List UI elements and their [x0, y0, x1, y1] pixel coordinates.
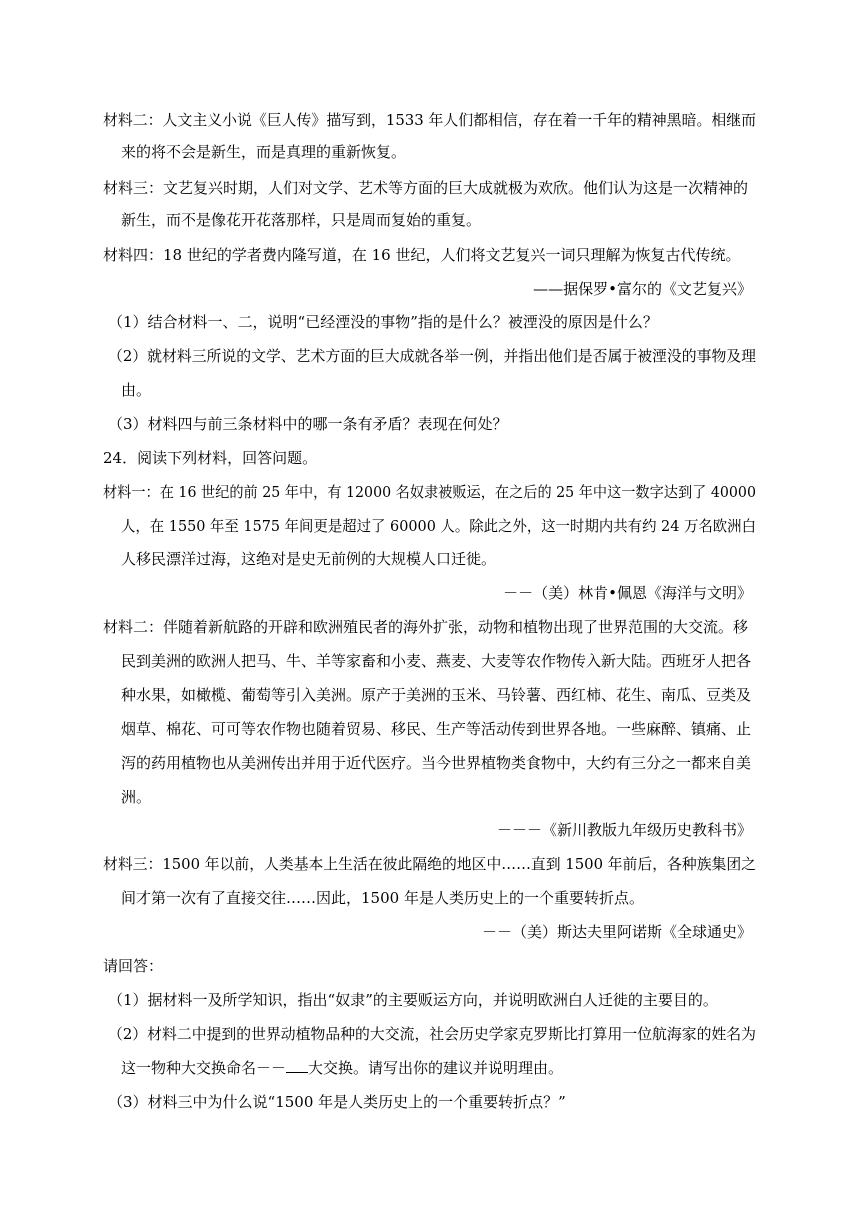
q24-material-2-line-6: 洲。 [121, 788, 152, 806]
q24-material-2-line-4: 烟草、棉花、可可等农作物也随着贸易、移民、生产等活动传到世界各地。一些麻醉、镇痛、止 [121, 720, 752, 738]
answer-blank[interactable] [286, 1058, 308, 1073]
q24-material-2-line-1: 材料二：伴随着新航路的开辟和欧洲殖民者的海外扩张，动物和植物出现了世界范围的大交流。移 [103, 618, 749, 636]
material-4-line-1: 材料四：18 世纪的学者费内隆写道，在 16 世纪，人们将文艺复兴一词只理解为恢复古代传统。 [103, 246, 741, 264]
question-24-heading: 24．阅读下列材料，回答问题。 [103, 449, 318, 467]
q24-material-2-line-3: 种水果，如橄榄、葡萄等引入美洲。原产于美洲的玉米、马铃薯、西红柿、花生、南瓜、豆类及 [121, 686, 752, 704]
q24-material-3-source: －－（美）斯达夫里阿诺斯《全球通史》 [481, 923, 752, 941]
q24-material-2-line-2: 民到美洲的欧洲人把马、牛、羊等家畜和小麦、燕麦、大麦等农作物传入新大陆。西班牙人把各 [121, 652, 752, 670]
material-3-line-2: 新生，而不是像花开花落那样，只是周而复始的重复。 [121, 211, 482, 229]
question-24-3: （3）材料三中为什么说“1500 年是人类历史上的一个重要转折点？” [108, 1093, 566, 1111]
question-23-1: （1）结合材料一、二，说明“已经湮没的事物”指的是什么？被湮没的原因是什么？ [108, 313, 658, 331]
q24-material-3-line-1: 材料三：1500 年以前，人类基本上生活在彼此隔绝的地区中……直到 1500 年前后，各种族集团之 [103, 855, 756, 873]
q24-material-1-line-2: 人，在 1550 年至 1575 年间更是超过了 60000 人。除此之外，这一时期内共有约 24 万名欧洲白 [121, 517, 756, 535]
q24-material-1-line-1: 材料一：在 16 世纪的前 25 年中，有 12000 名奴隶被贩运，在之后的 25 年中这一数字达到了 40000 [103, 483, 756, 501]
question-24-1: （1）据材料一及所学知识，指出“奴隶”的主要贩运方向，并说明欧洲白人迁徙的主要目的。 [108, 991, 718, 1009]
question-24-2-text-before-blank: 这一物种大交换命名－－ [121, 1059, 287, 1077]
q24-material-2-line-5: 泻的药用植物也从美洲传出并用于近代医疗。当今世界植物类食物中，大约有三分之一都来自美 [121, 754, 752, 772]
question-23-2-line-1: （2）就材料三所说的文学、艺术方面的巨大成就各举一例，并指出他们是否属于被湮没的事物及理 [108, 347, 757, 365]
q24-material-3-line-2: 间才第一次有了直接交往……因此，1500 年是人类历史上的一个重要转折点。 [121, 889, 644, 907]
material-3-line-1: 材料三：文艺复兴时期，人们对文学、艺术等方面的巨大成就极为欢欣。他们认为这是一次精神的 [103, 179, 749, 197]
question-23-2-line-2: 由。 [121, 381, 152, 399]
q24-material-2-source: －－－《新川教版九年级历史教科书》 [496, 821, 752, 839]
material-2-line-2: 来的将不会是新生，而是真理的重新恢复。 [121, 143, 407, 161]
material-4-source: ——据保罗•富尔的《文艺复兴》 [533, 280, 752, 298]
q24-material-1-line-3: 人移民漂洋过海，这绝对是史无前例的大规模人口迁徙。 [121, 550, 497, 568]
question-24-2-line-1: （2）材料二中提到的世界动植物品种的大交流，社会历史学家克罗斯比打算用一位航海家的姓名为 [108, 1025, 757, 1043]
q24-material-1-source: －－（美）林肯•佩恩《海洋与文明》 [503, 584, 752, 602]
question-23-3: （3）材料四与前三条材料中的哪一条有矛盾？表现在何处？ [108, 415, 508, 433]
question-24-2-line-2 [121, 1058, 563, 1078]
question-24-2-text-after-blank: 大交换。请写出你的建议并说明理由。 [308, 1059, 564, 1077]
answer-prompt: 请回答： [103, 957, 164, 975]
material-2-line-1: 材料二：人文主义小说《巨人传》描写到，1533 年人们都相信，存在着一千年的精神黑暗。相继而 [103, 111, 757, 129]
